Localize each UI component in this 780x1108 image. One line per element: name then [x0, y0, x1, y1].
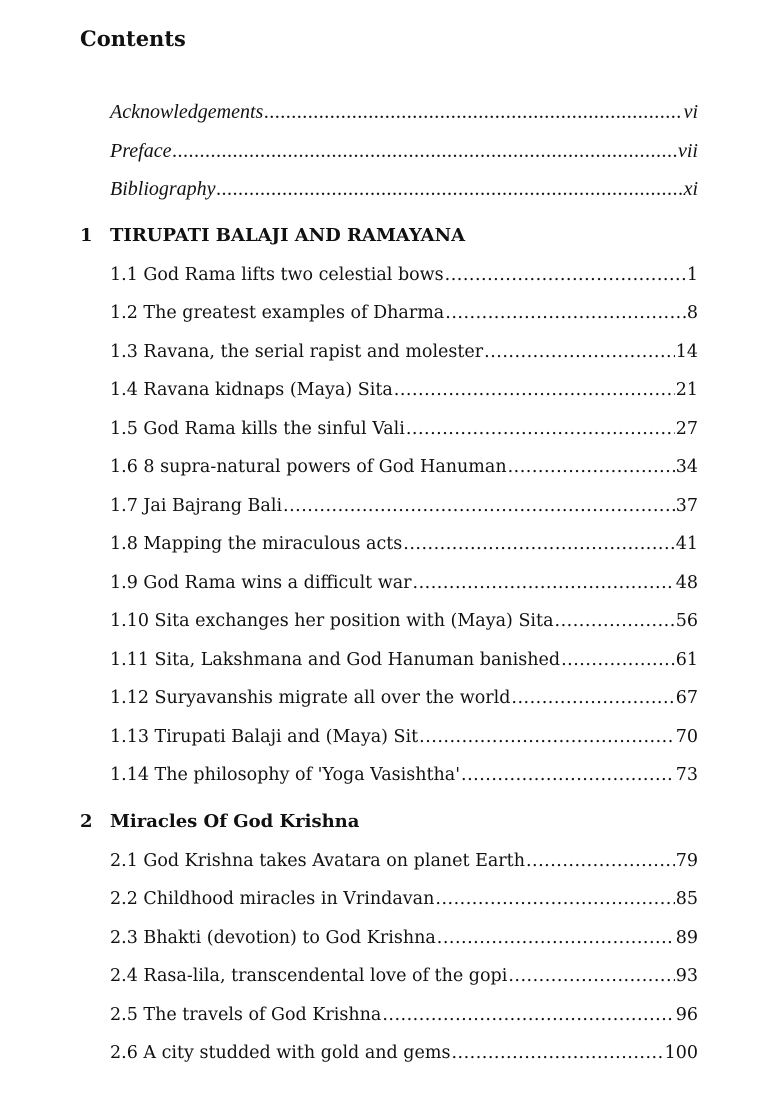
- dot-leader: [217, 170, 683, 209]
- entry-page: 48: [675, 572, 698, 593]
- toc-entry: [110, 294, 698, 333]
- entry-page: 61: [675, 649, 698, 670]
- dot-leader: [484, 333, 675, 372]
- toc-entry: [110, 996, 698, 1035]
- dot-leader: [413, 564, 675, 603]
- toc-entry: [110, 1034, 698, 1073]
- toc-entry: [110, 880, 698, 919]
- chapter-number: 2: [80, 810, 93, 832]
- dot-leader: [172, 132, 677, 171]
- entry-page: 89: [675, 927, 698, 948]
- entry-page: 27: [675, 418, 698, 439]
- toc-entry: [110, 333, 698, 372]
- entry-page: 73: [675, 765, 698, 785]
- entry-page: vii: [678, 139, 698, 162]
- dot-leader: [445, 294, 686, 333]
- dot-leader: [511, 679, 674, 718]
- entry-title: 1.3 Ravana, the serial rapist and molester: [110, 341, 484, 362]
- entry-page: 37: [675, 495, 698, 516]
- entry-title: 2.1 God Krishna takes Avatara on planet Earth: [110, 850, 525, 871]
- toc-entry: [110, 448, 698, 487]
- chapter-title: Miracles Of God Krishna: [110, 810, 360, 832]
- entry-title: 2.2 Childhood miracles in Vrindavan: [110, 889, 435, 909]
- toc-entry: [110, 919, 698, 958]
- entry-page: 8: [686, 303, 698, 323]
- entry-title: 1.11 Sita, Lakshmana and God Hanuman banished: [110, 649, 561, 670]
- toc-entry: [110, 842, 698, 881]
- toc-entry: [110, 641, 698, 680]
- dot-leader: [508, 957, 674, 996]
- chapter-heading: [80, 795, 780, 842]
- entry-title: 1.12 Suryavanshis migrate all over the world: [110, 688, 511, 708]
- entry-page: vi: [683, 101, 698, 123]
- entry-page: 34: [675, 457, 698, 477]
- dot-leader: [394, 371, 675, 410]
- entry-page: 1: [686, 264, 698, 285]
- entry-title: 1.7 Jai Bajrang Bali: [110, 495, 283, 516]
- toc-entry: [110, 602, 698, 641]
- dot-leader: [283, 487, 675, 526]
- entry-page: 96: [675, 1004, 698, 1025]
- toc-entry: [110, 756, 698, 795]
- dot-leader: [561, 641, 675, 680]
- table-of-contents: [0, 93, 780, 1073]
- entry-title: 2.5 The travels of God Krishna: [110, 1004, 382, 1025]
- dot-leader: [451, 1034, 663, 1073]
- entry-title: 1.1 God Rama lifts two celestial bows: [110, 264, 444, 285]
- entry-title: 1.2 The greatest examples of Dharma: [110, 303, 445, 323]
- entry-page: 41: [675, 534, 698, 554]
- entry-page: 93: [675, 966, 698, 986]
- toc-entry: [110, 957, 698, 996]
- toc-entry: [110, 410, 698, 449]
- entry-page: 56: [675, 611, 698, 631]
- dot-leader: [403, 525, 674, 564]
- dot-leader: [437, 919, 675, 958]
- entry-title: Preface: [110, 139, 172, 162]
- toc-entry: [110, 564, 698, 603]
- entry-title: 1.10 Sita exchanges her position with (Maya) Sita: [110, 611, 554, 631]
- dot-leader: [508, 448, 675, 487]
- toc-entry: [110, 170, 698, 209]
- toc-entry: [110, 679, 698, 718]
- dot-leader: [382, 996, 674, 1035]
- entry-page: 21: [675, 380, 698, 400]
- entry-page: 79: [675, 850, 698, 871]
- entry-title: Acknowledgements: [110, 101, 264, 123]
- entry-page: 100: [664, 1043, 698, 1063]
- chapter-number: 1: [80, 224, 93, 246]
- toc-entry: [110, 487, 698, 526]
- entry-title: 2.4 Rasa-lila, transcendental love of the gopi: [110, 966, 508, 986]
- dot-leader: [406, 410, 675, 449]
- entry-title: 1.14 The philosophy of 'Yoga Vasishtha': [110, 765, 461, 785]
- dot-leader: [526, 842, 675, 881]
- entry-title: 1.5 God Rama kills the sinful Vali: [110, 418, 405, 439]
- toc-entry: [110, 256, 698, 295]
- dot-leader: [461, 756, 675, 795]
- dot-leader: [419, 718, 675, 757]
- entry-page: 14: [675, 341, 698, 362]
- entry-title: 2.6 A city studded with gold and gems: [110, 1043, 451, 1063]
- dot-leader: [264, 93, 682, 132]
- toc-entry: [110, 371, 698, 410]
- entry-title: 1.4 Ravana kidnaps (Maya) Sita: [110, 380, 393, 400]
- entry-page: 85: [675, 889, 698, 909]
- entry-page: xi: [683, 178, 698, 200]
- entry-title: 1.6 8 supra-natural powers of God Hanuman: [110, 457, 507, 477]
- entry-title: 1.13 Tirupati Balaji and (Maya) Sit: [110, 726, 419, 747]
- toc-entry: [110, 93, 698, 132]
- entry-title: 1.8 Mapping the miraculous acts: [110, 534, 403, 554]
- entry-title: 2.3 Bhakti (devotion) to God Krishna: [110, 927, 436, 948]
- entry-page: 70: [675, 726, 698, 747]
- entry-title: 1.9 God Rama wins a difficult war: [110, 572, 412, 593]
- dot-leader: [435, 880, 674, 919]
- entry-page: 67: [675, 688, 698, 708]
- entry-title: Bibliography: [110, 178, 216, 200]
- chapter-title: TIRUPATI BALAJI AND RAMAYANA: [110, 224, 466, 246]
- toc-entry: [110, 132, 698, 171]
- dot-leader: [555, 602, 675, 641]
- chapter-heading: [80, 209, 780, 256]
- toc-entry: [110, 718, 698, 757]
- toc-entry: [110, 525, 698, 564]
- page-title: Contents: [80, 26, 186, 51]
- dot-leader: [445, 256, 686, 295]
